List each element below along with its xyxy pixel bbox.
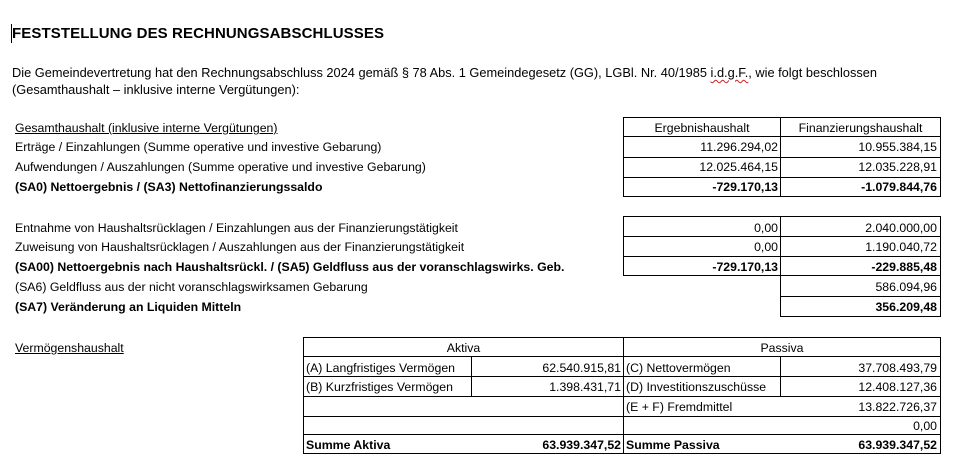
value-entnahme-eh: 0,00 bbox=[754, 221, 778, 235]
col-header-ergebnishaushalt: Ergebnishaushalt bbox=[654, 121, 750, 135]
intro-paragraph bbox=[12, 64, 962, 98]
passiva-value-investitionszuschuesse: 12.408.127,36 bbox=[858, 380, 937, 394]
intro-text-part2: , wie folgt beschlossen (Gesamthaushalt – inklusive interne Vergütungen): bbox=[12, 65, 877, 97]
row-label-zuweisung: Zuweisung von Haushaltsrücklagen / Auszahlungen aus der Finanzierungstätigkeit bbox=[15, 240, 465, 254]
value-aufwendungen-fh: 12.035.228,91 bbox=[858, 160, 937, 174]
summe-passiva-value: 63.939.347,52 bbox=[858, 438, 937, 452]
value-sa5-fh: -229.885,48 bbox=[871, 260, 937, 274]
passiva-value-nettovermoegen: 37.708.493,79 bbox=[858, 361, 937, 375]
passiva-label-fremdmittel: (E + F) Fremdmittel bbox=[626, 400, 733, 414]
summe-aktiva-label: Summe Aktiva bbox=[306, 438, 391, 452]
value-sa6-fh: 586.094,96 bbox=[875, 280, 937, 294]
row-label-sa7: (SA7) Veränderung an Liquiden Mitteln bbox=[15, 300, 242, 314]
row-label-sa6: (SA6) Geldfluss aus der nicht voranschlagswirksamen Gebarung bbox=[15, 280, 368, 294]
col-header-finanzierungshaushalt: Finanzierungshaushalt bbox=[798, 121, 923, 135]
value-sa3-fh: -1.079.844,76 bbox=[861, 180, 937, 194]
value-zuweisung-fh: 1.190.040,72 bbox=[865, 240, 937, 254]
row-label-ertraege: Erträge / Einzahlungen (Summe operative und investive Gebarung) bbox=[15, 140, 382, 154]
value-ertraege-fh: 10.955.384,15 bbox=[858, 140, 937, 154]
value-sa00-eh: -729.170,13 bbox=[712, 260, 778, 274]
value-entnahme-fh: 2.040.000,00 bbox=[865, 221, 937, 235]
passiva-label-investitionszuschuesse: (D) Investitionszuschüsse bbox=[626, 380, 767, 394]
value-sa7-fh: 356.209,48 bbox=[875, 300, 937, 314]
summe-passiva-label: Summe Passiva bbox=[626, 438, 720, 452]
passiva-label-nettovermoegen: (C) Nettovermögen bbox=[626, 361, 731, 375]
aktiva-label-kurzfristig: (B) Kurzfristiges Vermögen bbox=[306, 380, 453, 394]
aktiva-value-kurzfristig: 1.398.431,71 bbox=[549, 380, 621, 394]
vermoegenshaushalt-heading: Vermögenshaushalt bbox=[15, 341, 124, 355]
value-ertraege-eh: 11.296.294,02 bbox=[700, 140, 778, 154]
passiva-value-fremdmittel: 13.822.726,37 bbox=[858, 400, 937, 414]
spellcheck-flagged-word: i.d.g.F. bbox=[710, 65, 749, 80]
document-title: FESTSTELLUNG DES RECHNUNGSABSCHLUSSES bbox=[12, 25, 385, 42]
passiva-value-empty-row: 0,00 bbox=[913, 419, 937, 433]
aktiva-value-langfristig: 62.540.915,81 bbox=[542, 361, 621, 375]
row-label-entnahme: Entnahme von Haushaltsrücklagen / Einzahlungen aus der Finanzierungstätigkeit bbox=[15, 221, 458, 235]
row-label-aufwendungen: Aufwendungen / Auszahlungen (Summe operative und investive Gebarung) bbox=[15, 160, 426, 174]
row-label-sa00: (SA00) Nettoergebnis nach Haushaltsrückl. / (SA5) Geldfluss aus der voranschlagswirks. Geb. bbox=[15, 260, 565, 274]
aktiva-header: Aktiva bbox=[446, 341, 481, 355]
passiva-header: Passiva bbox=[760, 341, 804, 355]
summe-aktiva-value: 63.939.347,52 bbox=[542, 438, 621, 452]
aktiva-label-langfristig: (A) Langfristiges Vermögen bbox=[306, 361, 456, 375]
value-zuweisung-eh: 0,00 bbox=[754, 240, 778, 254]
row-label-sa0: (SA0) Nettoergebnis / (SA3) Nettofinanzierungssaldo bbox=[15, 180, 323, 194]
value-sa0-eh: -729.170,13 bbox=[712, 180, 778, 194]
value-aufwendungen-eh: 12.025.464,15 bbox=[699, 160, 778, 174]
intro-text-part1: Die Gemeindevertretung hat den Rechnungsabschluss 2024 gemäß § 78 Abs. 1 Gemeindegesetz (GG), LGBl. Nr. 40/1985 bbox=[12, 65, 711, 80]
gesamthaushalt-heading: Gesamthaushalt (inklusive interne Vergütungen) bbox=[15, 121, 278, 135]
